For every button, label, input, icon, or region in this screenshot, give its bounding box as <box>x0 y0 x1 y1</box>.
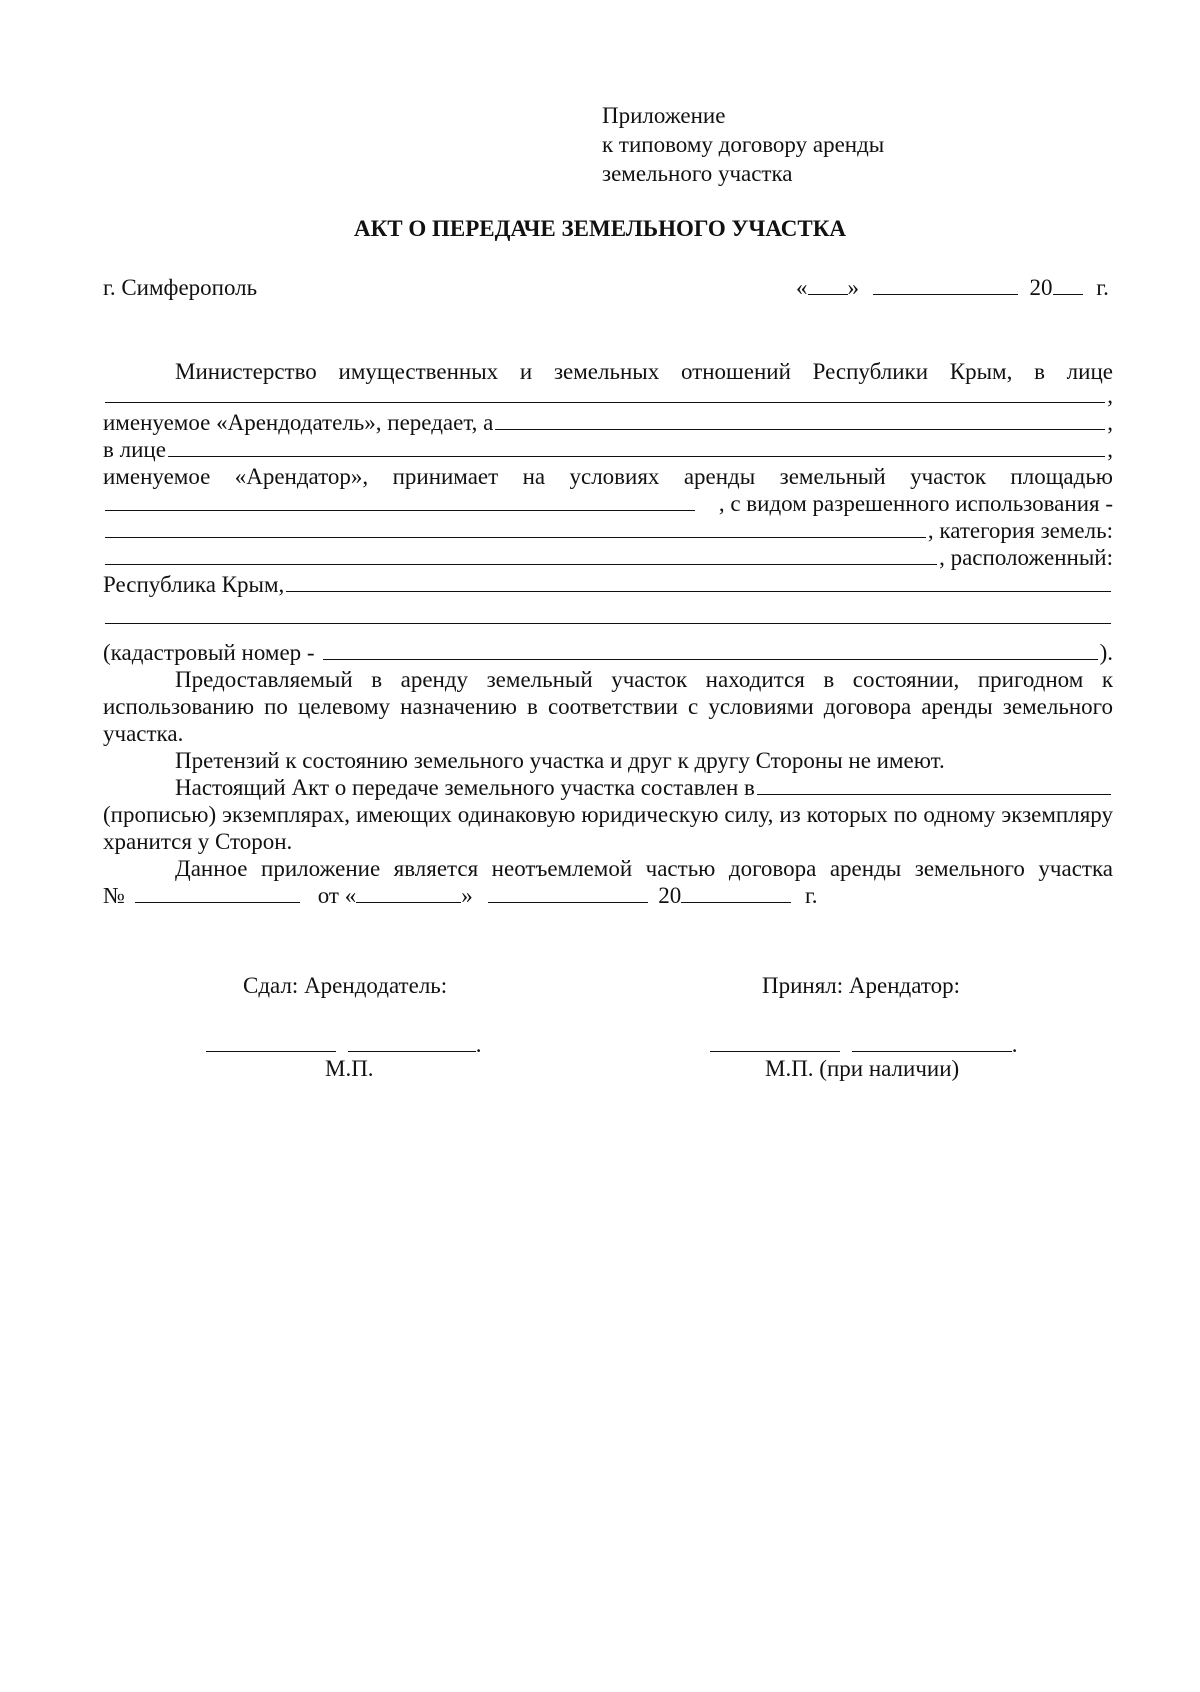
lessor-signature-label: Сдал: Арендодатель: <box>243 973 448 998</box>
date-day-blank[interactable] <box>808 276 848 295</box>
land-category-blank[interactable] <box>105 546 937 565</box>
paragraph-copies-rest: (прописью) экземплярах, имеющих одинаковую юридическую силу, из которых по одному экземпляру хранится у Сторон. <box>103 802 1113 854</box>
p1-line-9 <box>103 571 1113 598</box>
located-label: , расположенный: <box>939 545 1113 570</box>
paragraph-claims: Претензий к состоянию земельного участка и друг к другу Стороны не имеют. <box>175 748 945 773</box>
copies-count-blank[interactable] <box>757 776 1111 795</box>
contract-reference <box>103 882 1113 909</box>
p1-line-4 <box>103 436 1113 463</box>
representative-blank[interactable] <box>105 384 1105 403</box>
p1-line-8 <box>103 544 1113 571</box>
p1-line-2 <box>103 382 1113 409</box>
lessee-signature-label: Принял: Арендатор: <box>762 973 961 998</box>
document-title: АКТ О ПЕРЕДАЧЕ ЗЕМЕЛЬНОГО УЧАСТКА <box>353 216 847 241</box>
lessee-name-blank[interactable] <box>852 1033 1012 1052</box>
appendix-note <box>602 101 884 188</box>
contract-month-blank[interactable] <box>488 884 648 903</box>
lessee-signature-blank[interactable] <box>710 1033 840 1052</box>
comma: , <box>1107 383 1113 408</box>
p1-line-11 <box>103 639 1113 666</box>
city: г. Симферополь <box>103 275 258 300</box>
copies-label: Настоящий Акт о передаче земельного участка составлен в <box>175 775 755 800</box>
appendix-line-2: к типовому договору аренды <box>602 132 885 157</box>
paragraph-condition <box>103 666 1113 747</box>
address-continuation-blank[interactable] <box>105 605 1111 624</box>
usage-label: , с видом разрешенного использования - <box>718 491 1113 516</box>
lessor-name-blank[interactable] <box>348 1033 476 1052</box>
lessor-signature-blank[interactable] <box>206 1033 336 1052</box>
appendix-line-3: земельного участка <box>602 161 793 186</box>
dot: . <box>475 1032 482 1057</box>
lessee-name-blank[interactable] <box>495 411 1105 430</box>
lessee-representative-blank[interactable] <box>168 438 1105 457</box>
appendix-line-1: Приложение <box>602 103 726 128</box>
address-blank[interactable] <box>286 573 1111 592</box>
in-person-label: в лице <box>103 437 166 462</box>
usage-blank[interactable] <box>105 519 926 538</box>
region-label: Республика Крым, <box>103 572 285 597</box>
paragraph-integral-part: Данное приложение является неотъемлемой частью договора аренды земельного участка <box>175 856 1113 881</box>
contract-day-blank[interactable] <box>356 884 461 903</box>
date-field <box>796 275 1109 301</box>
dot: . <box>1011 1032 1018 1057</box>
lessor-label: именуемое «Арендодатель», передает, а <box>103 410 494 435</box>
number-sign: № <box>103 883 125 908</box>
p1-line-10 <box>103 605 1113 632</box>
date-close-quote: » <box>847 275 859 300</box>
contract-year-blank[interactable] <box>681 884 791 903</box>
date-month-blank[interactable] <box>873 276 1018 295</box>
paragraph-condition-text: Предоставляемый в аренду земельный участок находится в состоянии, пригодном к использованию по целевому назначению в соответствии с условиями договора аренды земельного участка. <box>103 667 1113 746</box>
land-category-label: , категория земель: <box>927 518 1113 543</box>
cadastral-number-blank[interactable] <box>323 641 1098 660</box>
date-open-quote: « <box>796 275 808 300</box>
p1-line-7 <box>103 517 1113 544</box>
p1-line-3 <box>103 409 1113 436</box>
lessee-stamp-label: М.П. (при наличии) <box>765 1056 960 1081</box>
p1-line-1: Министерство имущественных и земельных отношений Республики Крым, в лице <box>175 359 1113 384</box>
date-suffix: г. <box>1096 275 1109 300</box>
date-year-prefix: 20 <box>1029 275 1053 300</box>
cadastral-end: ). <box>1099 640 1113 665</box>
comma: , <box>1107 410 1113 435</box>
p1-line-6 <box>103 490 1113 517</box>
date-year-blank[interactable] <box>1053 276 1083 295</box>
p1-line-5: именуемое «Арендатор», принимает на условиях аренды земельный участок площадью <box>103 464 1113 489</box>
paragraph-copies-line-1 <box>103 774 1113 801</box>
close-quote: » <box>461 883 473 908</box>
from-label: от « <box>317 883 357 908</box>
cadastral-label: (кадастровый номер - <box>103 640 315 665</box>
comma: , <box>1107 437 1113 462</box>
area-blank[interactable] <box>105 492 695 511</box>
contract-year-suffix: г. <box>804 883 818 908</box>
contract-year-prefix: 20 <box>658 883 682 908</box>
lessor-signature-lines <box>206 1032 482 1057</box>
lessee-signature-lines <box>710 1032 1018 1057</box>
contract-number-blank[interactable] <box>135 884 300 903</box>
lessor-stamp-label: М.П. <box>325 1056 374 1081</box>
